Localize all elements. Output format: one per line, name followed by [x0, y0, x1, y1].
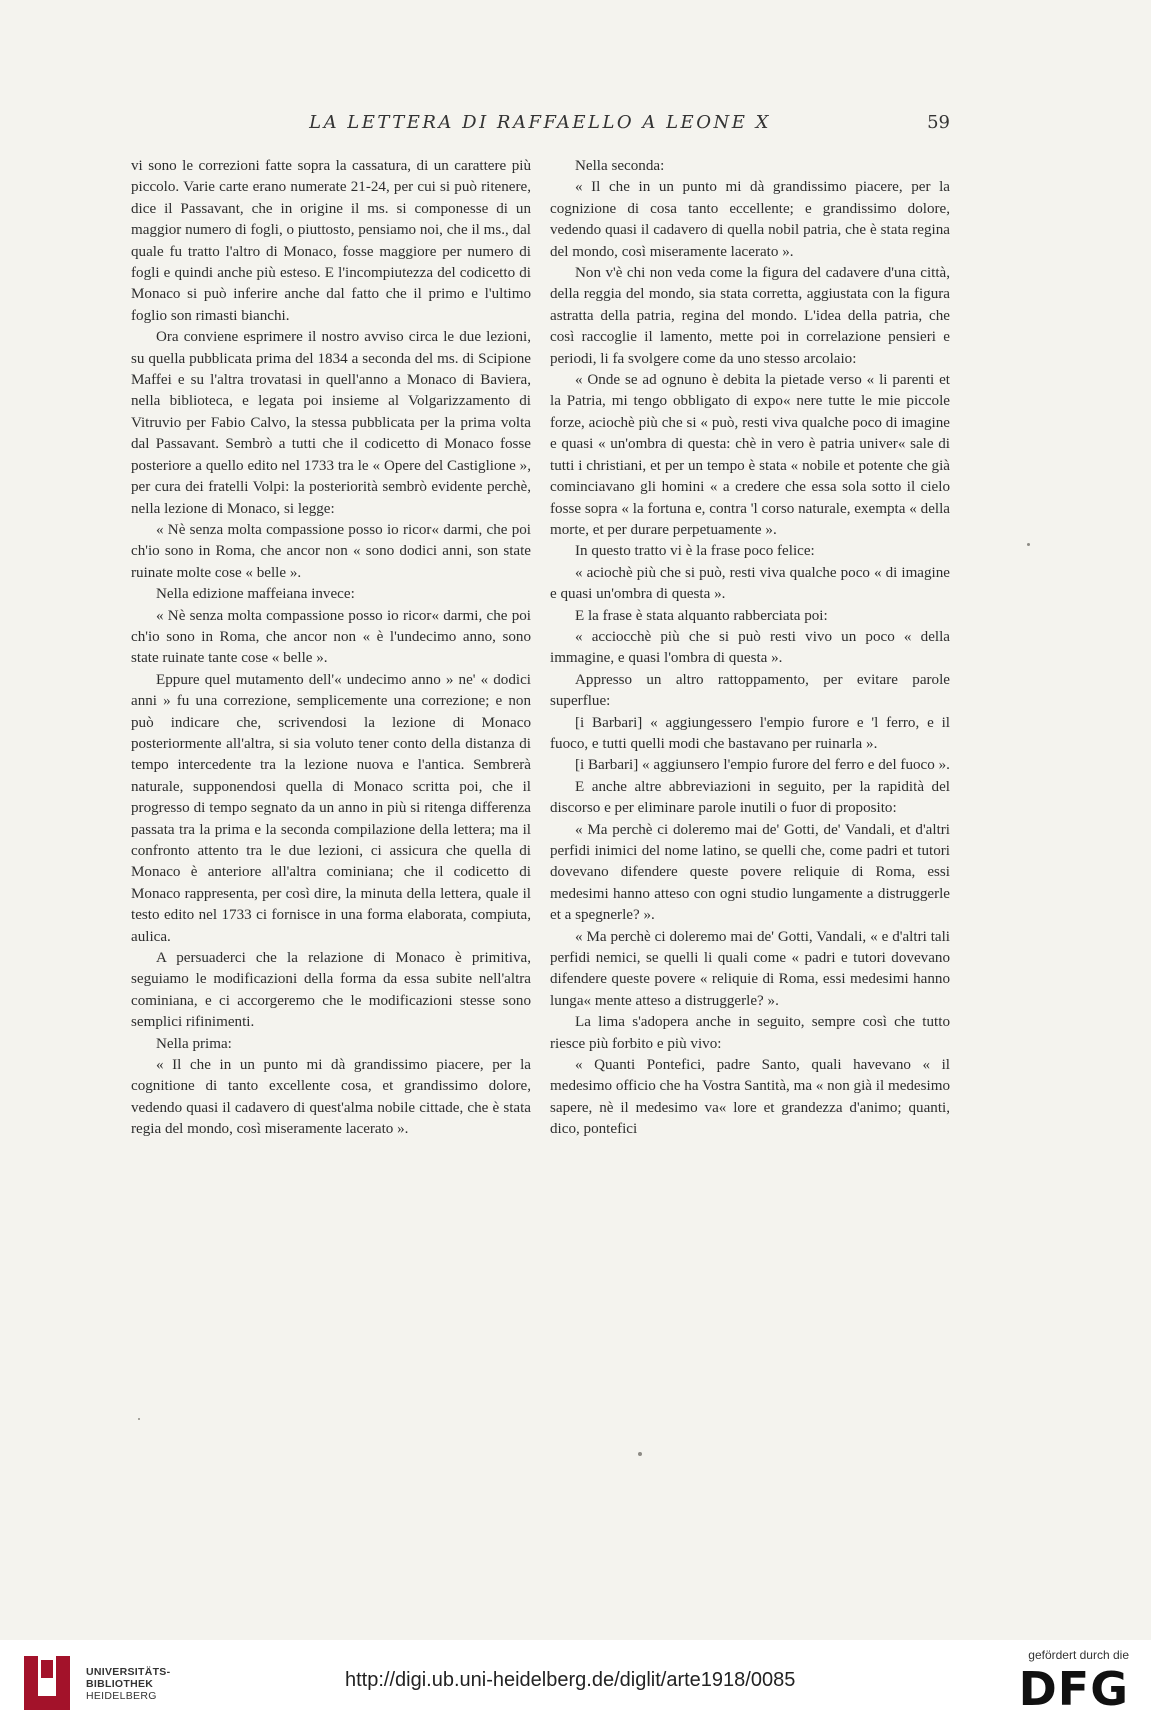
- library-name: UNIVERSITÄTS- BIBLIOTHEK HEIDELBERG: [86, 1666, 171, 1702]
- paragraph: « aciochè più che si può, resti viva qualche poco « di imagine e quasi un'ombra di questa ».: [550, 564, 950, 603]
- paragraph: « Il che in un punto mi dà grandissimo piacere, per la cognizione di cosa tanto eccellente; e grandissimo dolore, vedendo quasi il cadavero di quella nobil patria, che è stata regina del mondo, così miseramente lacerato ».: [550, 179, 950, 260]
- paper-speck: [138, 1418, 140, 1420]
- paragraph: Non v'è chi non veda come la figura del cadavere d'una città, della reggia del mondo, sia stata corretta, aggiustata con la figura astratta della patria, regina del mondo. L'idea della patria, che così raccoglie il lamento, mette poi in correlazione pensieri e periodi, li fa svolgere come da uno stesso arcolaio:: [550, 265, 950, 367]
- paragraph: « Nè senza molta compassione posso io ricor« darmi, che poi ch'io sono in Roma, che ancor non « è l'undecimo anno, sono state ruinate tante cose « belle ».: [131, 607, 531, 667]
- paragraph: « acciocchè più che si può resti vivo un poco « della immagine, e quasi l'ombra di questa ».: [550, 628, 950, 667]
- paragraph: E anche altre abbreviazioni in seguito, per la rapidità del discorso e per eliminare parole inutili o fuor di proposito:: [550, 778, 950, 817]
- right-text-column: [550, 156, 950, 1141]
- paragraph: E la frase è stata alquanto rabberciata poi:: [575, 607, 828, 624]
- paragraph: « Onde se ad ognuno è debita la pietade verso « li parenti et la Patria, mi tengo obbligato di expo« nere tutte le mie piccole forze, aciochè più che si « può, resti viva qualche poco di imagine e quasi « un'ombra di questa: chè in vero è patria univer« sale di tutti i christiani, et per un tempo è stata « nobile et potente che già cominciavano gli homini « a credere che essa sola sotto il cielo fosse sopra « la fortuna e, contra 'l corso naturale, exempta « della morte, et per durare perpetuamente ».: [550, 372, 950, 538]
- paragraph: « Ma perchè ci doleremo mai de' Gotti, de' Vandali, et d'altri perfidi inimici del nome latino, se quelli che, come padri et tutori dovevano difendere queste povere reliquie di Roma, essi medesimi hanno atteso con ogni studio lungamente a distruggerle et a spegnerle? ».: [550, 821, 950, 924]
- left-text-column: [131, 156, 531, 1141]
- sponsor-block: [989, 1648, 1129, 1718]
- paragraph: « Il che in un punto mi dà grandissimo piacere, per la cognitione di tanto excellente cosa, et grandissimo dolore, vedendo quasi il cadavero di quest'alma nobile cittade, che è stata regia del mondo, così miseramente lacerato ».: [131, 1057, 531, 1138]
- paragraph: La lima s'adopera anche in seguito, sempre così che tutto riesce più forbito e più vivo:: [550, 1014, 950, 1052]
- paragraph: « Ma perchè ci doleremo mai de' Gotti, Vandali, « e d'altri tali perfidi nemici, se quelli li quali come « padri e tutori dovevano difendere queste povere « reliquie di Roma, essi medesimi hanno lunga« mente atteso a distruggerle? ».: [550, 928, 950, 1009]
- paragraph: Eppure quel mutamento dell'« undecimo anno » ne' « dodici anni » fu una correzione, semplicemente una correzione; e non può indicare che, scrivendosi la lezione di Monaco posteriormente all'altra, si sia voluto tener conto della distanza di tempo intercedente tra la lezione nuova e l'antica. Sembrerà naturale, supponendosi quella di Monaco scritta poi, che il progresso di tempo segnato da un anno in più si ritenga differenza passata tra la prima e la seconda compilazione della lettera; ma il confronto attento tra le due lezioni, ci assicura che quella di Monaco è anteriore all'altra cominiana; che il codicetto di Monaco rappresenta, per così dire, la minuta della lettera, quale il testo edito nel 1733 ci fornisce in una forma elaborata, compiuta, aulica.: [131, 671, 531, 945]
- paragraph: Appresso un altro rattoppamento, per evitare parole superflue:: [550, 671, 950, 710]
- paragraph: « Quanti Pontefici, padre Santo, quali havevano « il medesimo officio che ha Vostra Santità, ma « non già il medesimo sapere, nè il medesimo va« lore et grandezza d'animo; quanti, dico, pontefici: [550, 1057, 950, 1138]
- page-number: 59: [927, 112, 950, 133]
- paragraph: A persuaderci che la relazione di Monaco è primitiva, seguiamo le modificazioni della forma da essa subite nell'altra cominiana, e ci accorgeremo che le modificazioni stesse sono semplici rifinimenti.: [131, 950, 531, 1031]
- paragraph: vi sono le correzioni fatte sopra la cassatura, di un carattere più piccolo. Varie carte erano numerate 21-24, per cui si può ritenere, dice il Passavant, che in origine il ms. si componesse di un maggior numero di fogli, o piuttosto, pensiamo noi, che il ms., dal quale fu tratto l'altro di Monaco, fosse maggiore per numero di fogli e quindi anche più esteso. E l'incompiutezza del codicetto di Monaco si può inferire anche dal fatto che il primo e l'ultimo foglio son rimasti bianchi.: [131, 158, 531, 324]
- paper-speck: [638, 1452, 642, 1456]
- paragraph: Ora conviene esprimere il nostro avviso circa le due lezioni, su quella pubblicata prima del 1834 a seconda del ms. di Scipione Maffei e su l'altra trovatasi in quell'anno a Monaco di Baviera, nella biblioteca, e legata poi insieme al Volgarizzamento di Vitruvio per Fabio Calvo, la stessa pubblicata per la prima volta dal Passavant. Sembrò a tutti che il codicetto di Monaco fosse posteriore a quello edito nel 1733 tra le « Opere del Castiglione », per cura dei fratelli Volpi: la posteriorità sembrò evidente perchè, nella lezione di Monaco, si legge:: [131, 329, 531, 517]
- paragraph: Nella edizione maffeiana invece:: [156, 586, 355, 603]
- sponsor-label: gefördert durch die: [1028, 1648, 1129, 1662]
- running-header: [130, 112, 950, 140]
- paragraph: In questo tratto vi è la frase poco felice:: [575, 543, 815, 560]
- permalink-url[interactable]: http://digi.ub.uni-heidelberg.de/diglit/arte1918/0085: [345, 1669, 796, 1691]
- paper-speck: [1027, 543, 1030, 546]
- digitization-footer: [0, 1640, 1151, 1725]
- running-title: LA LETTERA DI RAFFAELLO A LEONE X: [309, 112, 771, 133]
- paragraph: [i Barbari] « aggiungessero l'empio furore e 'l ferro, e il fuoco, e tutti quelli modi che bastavano per ruinarla ».: [550, 714, 950, 752]
- library-logo-icon: [18, 1652, 76, 1714]
- dfg-logo: DFG: [1018, 1662, 1129, 1716]
- paragraph: [i Barbari] « aggiunsero l'empio furore del ferro e del fuoco ».: [575, 757, 950, 774]
- paragraph: Nella prima:: [156, 1035, 232, 1052]
- paragraph: « Nè senza molta compassione posso io ricor« darmi, che poi ch'io sono in Roma, che ancor non « sono dodici anni, son state ruinate molte cose « belle ».: [131, 521, 531, 581]
- paragraph: Nella seconda:: [575, 158, 665, 174]
